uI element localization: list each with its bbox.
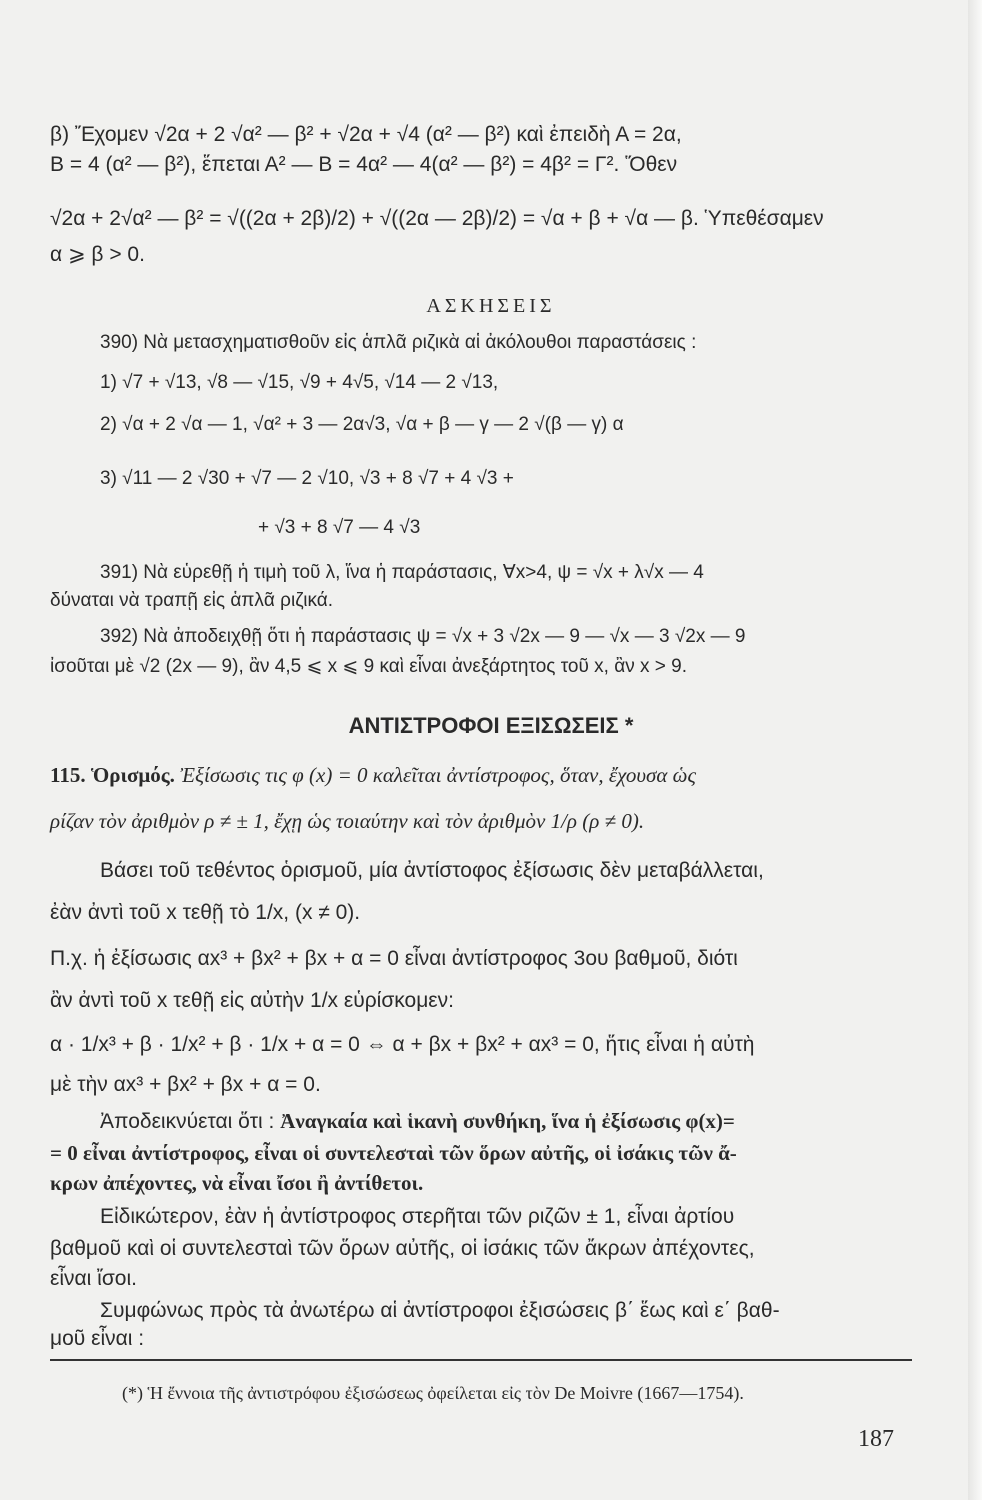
ex391-line-1: 391) Νὰ εὑρεθῇ ἡ τιμὴ τοῦ λ, ἵνα ἡ παράστασις, ∀x>4, ψ = √x + λ√x — 4 bbox=[100, 562, 704, 583]
paragraph-2-line-1: Π.χ. ἡ ἐξίσωσις αx³ + βx² + βx + α = 0 εἶναι ἀντίστροφος 3ου βαθμοῦ, διότι bbox=[50, 947, 738, 970]
footnote: (*) Ἡ ἔννοια τῆς ἀντιστρόφου ἐξισώσεως ὀφείλεται εἰς τὸν De Moivre (1667—1754). bbox=[122, 1383, 744, 1403]
definition-line-1: Ἐξίσωσις τις φ (x) = 0 καλεῖται ἀντίστροφος, ὅταν, ἔχουσα ὡς bbox=[180, 763, 697, 787]
ex390-row-2: 2) √α + 2 √α — 1, √α² + 3 — 2α√3, √α + β — γ — 2 √(β — γ) α bbox=[100, 414, 624, 435]
paragraph-5-line-2: μοῦ εἶναι : bbox=[50, 1327, 145, 1350]
page-number: 187 bbox=[858, 1426, 894, 1452]
paragraph-1-line-1: Βάσει τοῦ τεθέντος ὁρισμοῦ, μία ἀντίστοφος ἐξίσωσις δὲν μεταβάλλεται, bbox=[100, 859, 764, 882]
ex392-line-2: ἰσοῦται μὲ √2 (2x — 9), ἂν 4,5 ⩽ x ⩽ 9 καὶ εἶναι ἀνεξάρτητος τοῦ x, ἂν x > 9. bbox=[50, 656, 687, 677]
section-title: ΑΝΤΙΣΤΡΟΦΟΙ ΕΞΙΣΩΣΕΙΣ * bbox=[348, 713, 634, 738]
paragraph-3-lead: Ἀποδεικνύεται ὅτι : bbox=[100, 1110, 275, 1133]
ex390-row-3: 3) √11 — 2 √30 + √7 — 2 √10, √3 + 8 √7 + 4 √3 + bbox=[100, 468, 514, 489]
intro-line-1: β) Ἔχομεν √2α + 2 √α² — β² + √2α + √4 (α² — β²) καὶ ἐπειδὴ Α = 2α, bbox=[50, 123, 682, 146]
paragraph-3-bold-3: κρων ἀπέχοντες, νὰ εἶναι ἴσοι ἢ ἀντίθετοι. bbox=[50, 1171, 424, 1195]
paragraph-4-line-1: Εἰδικώτερον, ἐὰν ἡ ἀντίστροφος στερῆται τῶν ριζῶν ± 1, εἶναι ἀρτίου bbox=[100, 1205, 735, 1228]
exercises-heading: ΑΣΚΗΣΕΙΣ bbox=[426, 295, 556, 317]
definition-line-2: ρίζαν τὸν ἀριθμὸν ρ ≠ ± 1, ἔχῃ ὡς τοιαύτην καὶ τὸν ἀριθμὸν 1/ρ (ρ ≠ 0). bbox=[50, 809, 645, 833]
paragraph-2-line-3: α · 1/x³ + β · 1/x² + β · 1/x + α = 0 ⇔ α + βx + βx² + αx³ = 0, ἥτις εἶναι ἡ αὐτὴ bbox=[50, 1033, 755, 1056]
intro-line-2: Β = 4 (α² — β²), ἕπεται Α² — Β = 4α² — 4(α² — β²) = 4β² = Γ². Ὅθεν bbox=[50, 153, 678, 176]
ex391-line-2: δύναται νὰ τραπῇ εἰς ἁπλᾶ ριζικά. bbox=[50, 590, 333, 611]
intro-line-3: √2α + 2√α² — β² = √((2α + 2β)/2) + √((2α — 2β)/2) = √α + β + √α — β. Ὑπεθέσαμεν bbox=[50, 207, 824, 230]
paragraph-2-line-4: μὲ τὴν αx³ + βx² + βx + α = 0. bbox=[50, 1073, 321, 1096]
paragraph-3-bold-1: Ἀναγκαία καὶ ἱκανὴ συνθήκη, ἵνα ἡ ἐξίσωσις φ(x)= bbox=[280, 1109, 735, 1133]
ex390-row-1: 1) √7 + √13, √8 — √15, √9 + 4√5, √14 — 2 √13, bbox=[100, 372, 499, 393]
paragraph-3-bold-2: = 0 εἶναι ἀντίστροφος, εἶναι οἱ συντελεσταὶ τῶν ὅρων αὐτῆς, οἱ ἰσάκις τῶν ἄ- bbox=[50, 1141, 737, 1165]
paragraph-5-line-1: Συμφώνως πρὸς τὰ ἀνωτέρω αἱ ἀντίστροφοι ἐξισώσεις β΄ ἕως καὶ ε΄ βαθ- bbox=[100, 1299, 780, 1322]
paragraph-2-line-2: ἂν ἀντὶ τοῦ x τεθῇ εἰς αὐτὴν 1/x εὑρίσκομεν: bbox=[50, 989, 454, 1012]
paragraph-4-line-3: εἶναι ἴσοι. bbox=[50, 1267, 137, 1290]
paragraph-1-line-2: ἐὰν ἀντὶ τοῦ x τεθῇ τὸ 1/x, (x ≠ 0). bbox=[50, 901, 361, 924]
ex390-intro: 390) Νὰ μετασχηματισθοῦν εἰς ἁπλᾶ ριζικὰ αἱ ἀκόλουθοι παραστάσεις : bbox=[100, 332, 697, 353]
paragraph-4-line-2: βαθμοῦ καὶ οἱ συντελεσταὶ τῶν ὅρων αὐτῆς, οἱ ἰσάκις τῶν ἄκρων ἀπέχοντες, bbox=[50, 1237, 755, 1260]
ex392-line-1: 392) Νὰ ἀποδειχθῇ ὅτι ἡ παράστασις ψ = √x + 3 √2x — 9 — √x — 3 √2x — 9 bbox=[100, 626, 746, 647]
footnote-rule bbox=[50, 1359, 912, 1361]
intro-line-4: α ⩾ β > 0. bbox=[50, 243, 145, 266]
page-edge-shadow bbox=[968, 0, 982, 1500]
definition-number: 115. Ὁρισμός. bbox=[50, 763, 175, 787]
ex390-row-4: + √3 + 8 √7 — 4 √3 bbox=[258, 517, 421, 538]
